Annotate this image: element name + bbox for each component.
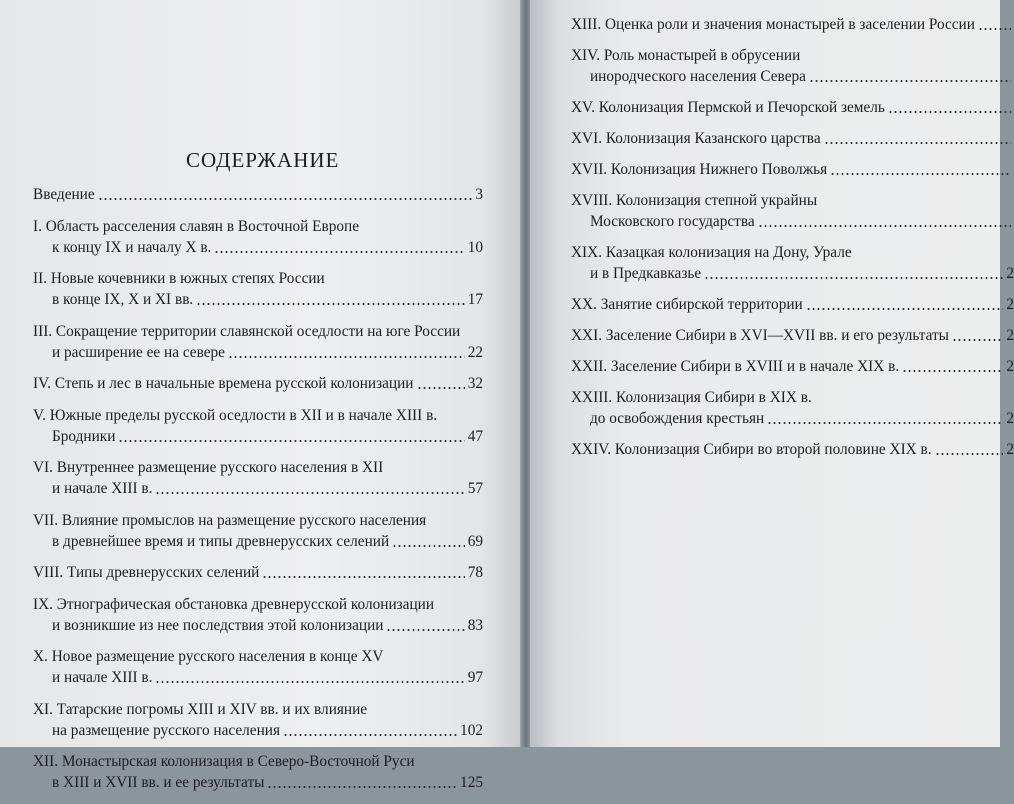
toc-page-number: 83	[467, 616, 483, 634]
toc-entry-title: XI. Татарские погромы XIII и XIV вв. и их влияние	[33, 700, 368, 718]
toc-entry-line	[33, 594, 483, 615]
toc-entry-continuation	[33, 615, 483, 636]
toc-entry-title: на размещение русского населения	[52, 721, 281, 739]
toc-entry-line	[33, 510, 483, 531]
toc-entry-line	[33, 184, 483, 205]
toc-entry-title: в древнейшее время и типы древнерусских селений	[52, 532, 390, 550]
toc-page-number: 17	[467, 291, 483, 308]
dot-leader	[228, 356, 465, 358]
toc-entry-continuation	[571, 66, 1000, 87]
toc-entry-title: в конце IX, X и XI вв.	[52, 291, 194, 308]
toc-entry	[33, 457, 483, 499]
dot-leader	[118, 440, 464, 442]
toc-entry-line	[33, 405, 483, 426]
dot-leader	[155, 681, 464, 683]
toc-page-number: 2	[1006, 441, 1014, 458]
toc-entry-title: Бродники	[52, 427, 116, 445]
toc-page-number: 32	[467, 375, 483, 392]
dot-leader	[806, 308, 1004, 310]
toc-entry-title: V. Южные пределы русской оседлости в XII и в начале XIII в.	[33, 406, 438, 424]
dot-leader	[155, 492, 464, 494]
toc-entry-title: VI. Внутреннее размещение русского населения в XII	[33, 459, 384, 476]
toc-entry-title: инородческого населения Севера	[590, 68, 806, 85]
toc-entry-continuation	[571, 263, 1014, 284]
toc-entry-continuation	[33, 478, 483, 499]
toc-entry-title: XVII. Колонизация Нижнего Поволжья	[571, 161, 828, 178]
toc-entry-title: и в Предкавказье	[590, 265, 702, 282]
dot-leader	[978, 28, 1011, 30]
toc-entry	[571, 45, 1000, 87]
toc-entry-title: и начале XIII в.	[52, 480, 153, 497]
toc-entry	[33, 594, 483, 636]
toc-entry-line	[571, 97, 1000, 118]
toc-entry-continuation	[33, 531, 483, 552]
toc-entry-title: XIX. Казацкая колонизация на Дону, Урале	[571, 244, 852, 261]
toc-page-number: 22	[467, 343, 483, 361]
toc-entry-title: и возникшие из нее последствия этой колонизации	[52, 616, 384, 634]
dot-leader	[196, 303, 464, 305]
toc-entry-line	[33, 699, 483, 720]
toc-entry-line	[33, 457, 483, 478]
toc-entry-line	[571, 439, 1014, 460]
toc-entry-continuation	[33, 426, 483, 447]
toc-page-number: 97	[467, 669, 483, 686]
toc-entry	[33, 268, 483, 310]
table-of-contents-right	[571, 14, 1014, 470]
page-title: СОДЕРЖАНИЕ	[186, 148, 340, 173]
toc-entry-line	[33, 321, 483, 342]
toc-entry-title: XVIII. Колонизация степной украйны	[571, 192, 818, 209]
toc-entry-continuation	[33, 720, 483, 741]
toc-entry-line	[571, 128, 1000, 149]
toc-entry-continuation	[33, 237, 483, 258]
toc-page-number: 2	[1006, 265, 1014, 282]
toc-entry-line	[571, 242, 1000, 263]
dot-leader	[386, 629, 464, 631]
toc-entry	[571, 242, 1014, 284]
toc-page-number: 2	[1006, 296, 1014, 313]
toc-entry-line	[571, 190, 1000, 211]
dot-leader	[98, 198, 473, 200]
toc-entry-title: IX. Этнографическая обстановка древнерусской колонизации	[33, 595, 435, 613]
toc-page-number: 125	[460, 774, 483, 791]
toc-entry	[33, 216, 483, 258]
toc-entry-title: XXIII. Колонизация Сибири в XIX в.	[571, 389, 812, 406]
toc-entry-title: к концу IX и началу X в.	[52, 238, 212, 256]
toc-entry-continuation	[571, 408, 1014, 429]
toc-entry	[571, 159, 1000, 180]
toc-entry	[571, 190, 1000, 232]
toc-entry	[33, 184, 483, 205]
dot-leader	[758, 225, 1011, 227]
toc-entry-continuation	[571, 211, 1000, 232]
toc-entry-title: VII. Влияние промыслов на размещение русского населения	[33, 511, 427, 529]
toc-entry	[571, 97, 1000, 118]
toc-entry-line	[33, 646, 483, 667]
toc-entry-title: XII. Монастырская колонизация в Северо-Восточной Руси	[33, 753, 415, 770]
toc-entry-title: VIII. Типы древнерусских селений	[33, 564, 260, 581]
dot-leader	[767, 422, 1003, 424]
toc-entry-line	[33, 751, 483, 772]
toc-entry	[33, 562, 483, 583]
toc-entry-title: до освобождения крестьян	[590, 410, 765, 427]
toc-entry-title: и начале XIII в.	[52, 669, 153, 686]
toc-entry-title: III. Сокращение территории славянской оседлости на юге России	[33, 322, 461, 340]
dot-leader	[830, 173, 1011, 175]
dot-leader	[935, 453, 1004, 455]
toc-entry-line	[33, 268, 483, 289]
dot-leader	[952, 339, 1003, 341]
toc-entry-line	[33, 562, 483, 583]
table-of-contents-left	[33, 184, 483, 804]
dot-leader	[262, 576, 464, 578]
toc-entry-line	[571, 294, 1014, 315]
toc-entry	[571, 14, 1000, 35]
toc-entry-title: и расширение ее на севере	[52, 343, 225, 361]
toc-page-number: 2	[1006, 358, 1014, 375]
toc-page-number: 2	[1006, 327, 1014, 344]
toc-entry-title: в XIII и XVII вв. и ее результаты	[52, 774, 265, 791]
toc-entry-line	[571, 325, 1014, 346]
toc-page-number: 57	[467, 480, 483, 497]
toc-entry-line	[571, 14, 1000, 35]
dot-leader	[283, 734, 457, 736]
toc-entry-title: XVI. Колонизация Казанского царства	[571, 130, 821, 147]
toc-entry-title: Московского государства	[590, 213, 755, 230]
toc-entry-line	[33, 373, 483, 394]
toc-entry-title: IV. Степь и лес в начальные времена русской колонизации	[33, 375, 414, 392]
toc-page-number: 47	[467, 427, 483, 445]
toc-entry	[571, 325, 1014, 346]
dot-leader	[902, 370, 1003, 372]
dot-leader	[824, 142, 1011, 144]
toc-entry-title: XXI. Заселение Сибири в XVI—XVII вв. и его результаты	[571, 327, 949, 344]
toc-entry-title: I. Область расселения славян в Восточной Европе	[33, 217, 359, 235]
toc-page-number: 78	[467, 564, 483, 581]
toc-entry	[33, 373, 483, 394]
toc-entry-title: XXIV. Колонизация Сибири во второй половине XIX в.	[571, 441, 932, 458]
toc-entry-continuation	[33, 342, 483, 363]
toc-entry-line	[33, 216, 483, 237]
dot-leader	[809, 80, 1011, 82]
dot-leader	[888, 111, 1011, 113]
toc-entry-title: II. Новые кочевники в южных степях России	[33, 270, 325, 287]
toc-entry-title: XXII. Заселение Сибири в XVIII и в начале XIX в.	[571, 358, 900, 375]
toc-page-number: 69	[467, 532, 483, 550]
toc-page-number: 3	[475, 186, 483, 203]
dot-leader	[704, 277, 1003, 279]
toc-entry	[571, 128, 1000, 149]
toc-entry	[571, 356, 1014, 377]
toc-entry	[33, 510, 483, 552]
dot-leader	[267, 786, 457, 788]
toc-entry-line	[571, 159, 1000, 180]
toc-entry-title: XIV. Роль монастырей в обрусении	[571, 47, 801, 64]
toc-entry-title: XIII. Оценка роли и значения монастырей в заселении России	[571, 16, 975, 33]
toc-entry-continuation	[33, 667, 483, 688]
dot-leader	[417, 387, 465, 389]
toc-entry-line	[571, 45, 1000, 66]
toc-entry	[33, 699, 483, 741]
toc-entry-line	[571, 356, 1014, 377]
toc-entry-title: XX. Занятие сибирской территории	[571, 296, 803, 313]
toc-entry	[33, 321, 483, 363]
toc-page-number: 102	[460, 721, 483, 739]
toc-entry-line	[571, 387, 1000, 408]
toc-entry-title: X. Новое размещение русского населения в конце XV	[33, 648, 384, 665]
toc-entry-title: XV. Колонизация Пермской и Печорской земель	[571, 99, 885, 116]
toc-entry	[33, 405, 483, 447]
dot-leader	[214, 251, 464, 253]
toc-entry	[571, 439, 1014, 460]
toc-entry	[571, 387, 1014, 429]
toc-entry	[571, 294, 1014, 315]
toc-entry-continuation	[33, 289, 483, 310]
toc-entry	[33, 646, 483, 688]
toc-page-number: 10	[467, 238, 483, 256]
toc-page-number: 2	[1006, 410, 1014, 427]
toc-entry-title: Введение	[33, 186, 95, 203]
toc-entry	[33, 751, 483, 793]
dot-leader	[392, 545, 465, 547]
toc-entry-continuation	[33, 772, 483, 793]
